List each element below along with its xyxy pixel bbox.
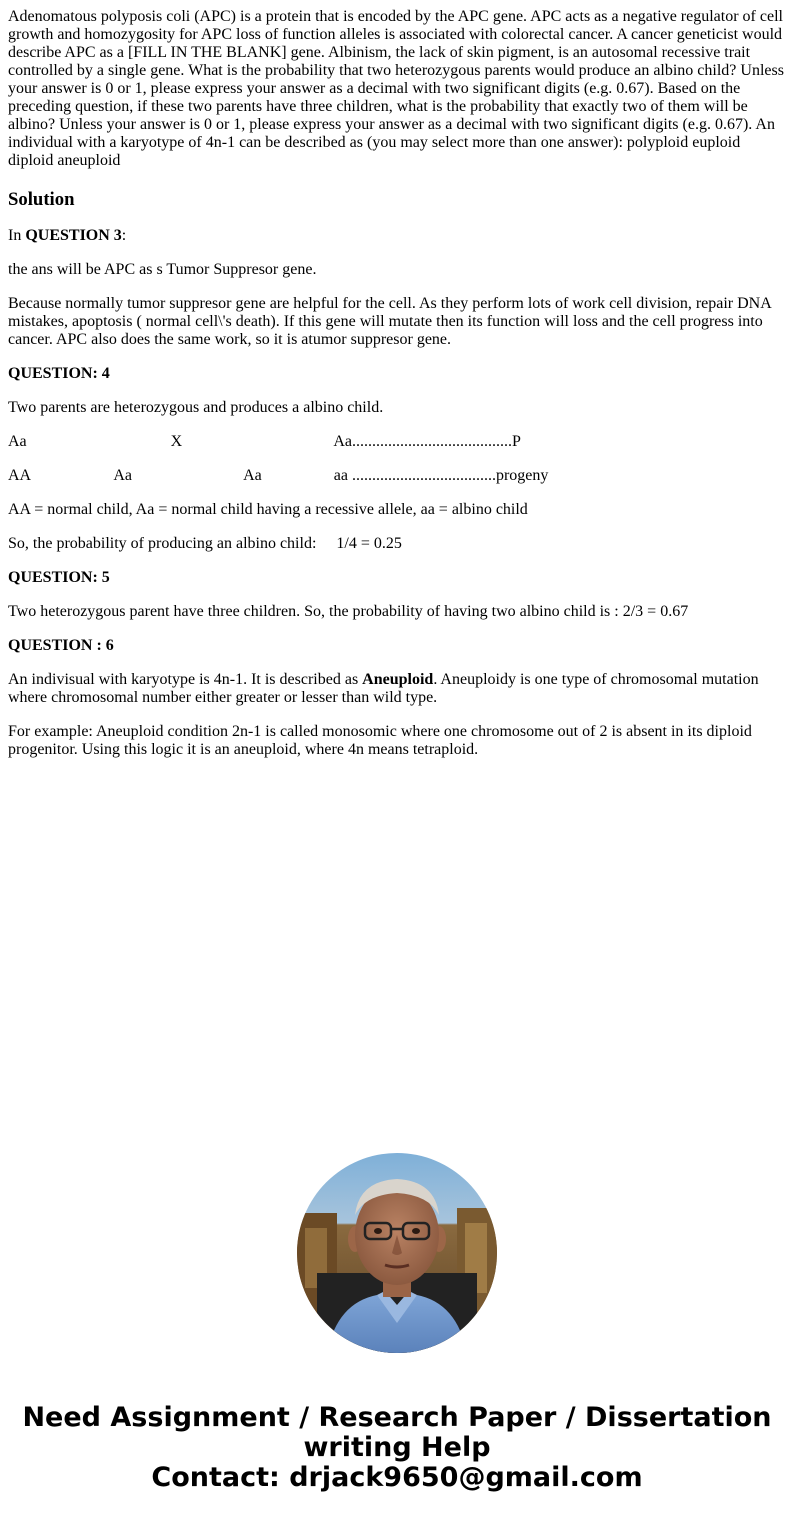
q3-heading: QUESTION 3 <box>25 227 122 244</box>
q5-heading: QUESTION: 5 <box>8 569 110 586</box>
q4-legend: AA = normal child, Aa = normal child having a recessive allele, aa = albino child <box>8 501 528 518</box>
q6-text-prefix: An indivisual with karyotype is 4n-1. It is described as <box>8 671 363 688</box>
q3-answer: the ans will be APC as s Tumor Suppresor gene. <box>8 261 317 278</box>
solution-heading: Solution <box>8 189 75 210</box>
q4-heading: QUESTION: 4 <box>8 365 110 382</box>
q3-explanation: Because normally tumor suppresor gene are helpful for the cell. As they perform lots of work cell division, repair DNA mistakes, apoptosis ( normal cell\'s death). If this gene will mutate then its function will loss and the cell progress into cancer. APC also does the same work, so it is atumor suppresor gene. <box>8 295 771 348</box>
q6-text-suffix: . Aneuploidy is one type of chromosomal mutation where chromosomal number either greater or lesser than wild type. <box>8 671 759 706</box>
q6-heading: QUESTION : 6 <box>8 637 114 654</box>
q3-intro-prefix: In <box>8 227 26 244</box>
q5-statement: Two heterozygous parent have three children. So, the probability of having two albino child is : 2/3 = 0.67 <box>8 603 689 620</box>
q4-progeny-line: AA Aa Aa aa ....................................progeny <box>8 467 549 484</box>
footer-line-1: Need Assignment / Research Paper / Dissertation <box>22 1402 772 1433</box>
q6-answer-bold: Aneuploid <box>362 671 434 688</box>
footer-line-2: writing Help <box>303 1432 491 1463</box>
author-photo <box>297 1153 497 1353</box>
q3-intro <box>8 227 786 245</box>
author-photo-illustration <box>297 1153 497 1353</box>
footer-contact: Contact: drjack9650@gmail.com <box>151 1462 643 1493</box>
q3-intro-suffix: : <box>121 227 127 244</box>
question-text: Adenomatous polyposis coli (APC) is a protein that is encoded by the APC gene. APC acts as a negative regulator of cell growth and homozygosity for APC loss of function alleles is associated with colorectal cancer. A cancer geneticist would describe APC as a [FILL IN THE BLANK] gene. Albinism, the lack of skin pigment, is an autosomal recessive trait controlled by a single gene. What is the probability that two heterozygous parents would produce an albino child? Unless your answer is 0 or 1, please express your answer as a decimal with two significant digits (e.g. 0.67). Based on the preceding question, if these two parents have three children, what is the probability that exactly two of them will be albino? Unless your answer is 0 or 1, please express your answer as a decimal with two significant digits (e.g. 0.67). An individual with a karyotype of 4n-1 can be described as (you may select more than one answer): polyploid euploid diploid aneuploid <box>8 8 784 169</box>
document-body <box>8 8 786 759</box>
q4-statement: Two parents are heterozygous and produces a albino child. <box>8 399 384 416</box>
footer-banner <box>0 1403 794 1493</box>
q6-text <box>8 671 786 707</box>
q4-cross-line: Aa X Aa........................................P <box>8 433 521 450</box>
q6-example: For example: Aneuploid condition 2n-1 is called monosomic where one chromosome out of 2 is absent in its diploid progenitor. Using this logic it is an aneuploid, where 4n means tetraploid. <box>8 723 752 758</box>
q4-probability: So, the probability of producing an albino child: 1/4 = 0.25 <box>8 535 402 552</box>
